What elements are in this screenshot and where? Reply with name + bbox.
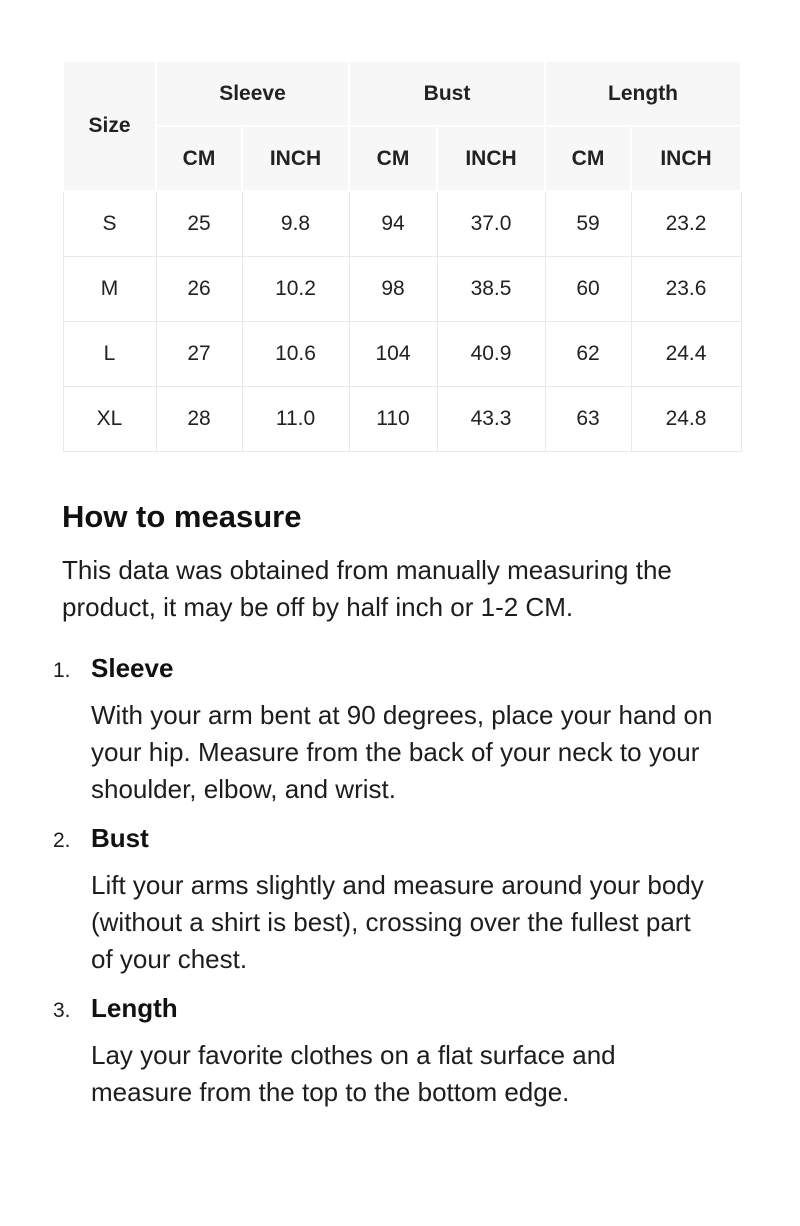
unit-header-sleeve-inch: INCH — [242, 126, 349, 191]
intro-text: This data was obtained from manually measuring the product, it may be off by half inch or 1-2 CM. — [62, 554, 672, 622]
measurement-cell: 62 — [545, 321, 631, 386]
measurement-cell: 37.0 — [437, 191, 545, 256]
measurement-cell: 59 — [545, 191, 631, 256]
step-head — [53, 991, 740, 1025]
how-to-measure-section — [53, 498, 740, 1111]
size-cell: M — [63, 256, 156, 321]
unit-header-length-inch: INCH — [631, 126, 741, 191]
measurement-cell: 9.8 — [242, 191, 349, 256]
section-title: How to measure — [62, 498, 302, 534]
step-number: 1. — [53, 658, 71, 682]
step-title: Sleeve — [91, 652, 174, 683]
measurement-cell: 25 — [156, 191, 242, 256]
column-header-sleeve: Sleeve — [156, 61, 349, 126]
group-header-row — [63, 61, 741, 126]
size-cell: L — [63, 321, 156, 386]
measurement-cell: 23.6 — [631, 256, 741, 321]
step-number: 3. — [53, 998, 71, 1022]
unit-header-sleeve-cm: CM — [156, 126, 242, 191]
measurement-cell: 43.3 — [437, 386, 545, 451]
measurement-cell: 40.9 — [437, 321, 545, 386]
measurement-cell: 60 — [545, 256, 631, 321]
step-title: Length — [91, 992, 178, 1023]
table-row-s — [63, 191, 741, 256]
measurement-cell: 24.8 — [631, 386, 741, 451]
measurement-cell: 26 — [156, 256, 242, 321]
table-row-xl — [63, 386, 741, 451]
size-cell: XL — [63, 386, 156, 451]
measurement-cell: 11.0 — [242, 386, 349, 451]
step-description: With your arm bent at 90 degrees, place your hand on your hip. Measure from the back of your neck to your shoulder, elbow, and wrist. — [91, 699, 713, 804]
measurement-cell: 38.5 — [437, 256, 545, 321]
step-number: 2. — [53, 828, 71, 852]
measurement-cell: 110 — [349, 386, 437, 451]
step-item-bust — [53, 821, 740, 978]
size-chart-table — [62, 60, 742, 452]
column-header-length: Length — [545, 61, 741, 126]
column-header-bust: Bust — [349, 61, 545, 126]
measure-steps-list — [53, 651, 740, 1111]
table-row-m — [63, 256, 741, 321]
measurement-cell: 10.6 — [242, 321, 349, 386]
measurement-cell: 104 — [349, 321, 437, 386]
measurement-cell: 27 — [156, 321, 242, 386]
size-cell: S — [63, 191, 156, 256]
measurement-cell: 10.2 — [242, 256, 349, 321]
step-title: Bust — [91, 822, 149, 853]
column-header-size: Size — [63, 61, 156, 191]
unit-header-bust-cm: CM — [349, 126, 437, 191]
measurement-cell: 24.4 — [631, 321, 741, 386]
unit-header-bust-inch: INCH — [437, 126, 545, 191]
step-description: Lift your arms slightly and measure around your body (without a shirt is best), crossing over the fullest part of your chest. — [91, 869, 704, 974]
step-description: Lay your favorite clothes on a flat surface and measure from the top to the bottom edge. — [91, 1039, 616, 1107]
measurement-cell: 94 — [349, 191, 437, 256]
measurement-cell: 28 — [156, 386, 242, 451]
measurement-cell: 98 — [349, 256, 437, 321]
size-guide-page — [0, 60, 800, 1111]
unit-header-length-cm: CM — [545, 126, 631, 191]
unit-header-row — [63, 126, 741, 191]
step-head — [53, 651, 740, 685]
measurement-cell: 23.2 — [631, 191, 741, 256]
measurement-cell: 63 — [545, 386, 631, 451]
step-item-sleeve — [53, 651, 740, 808]
step-head — [53, 821, 740, 855]
table-row-l — [63, 321, 741, 386]
step-item-length — [53, 991, 740, 1111]
